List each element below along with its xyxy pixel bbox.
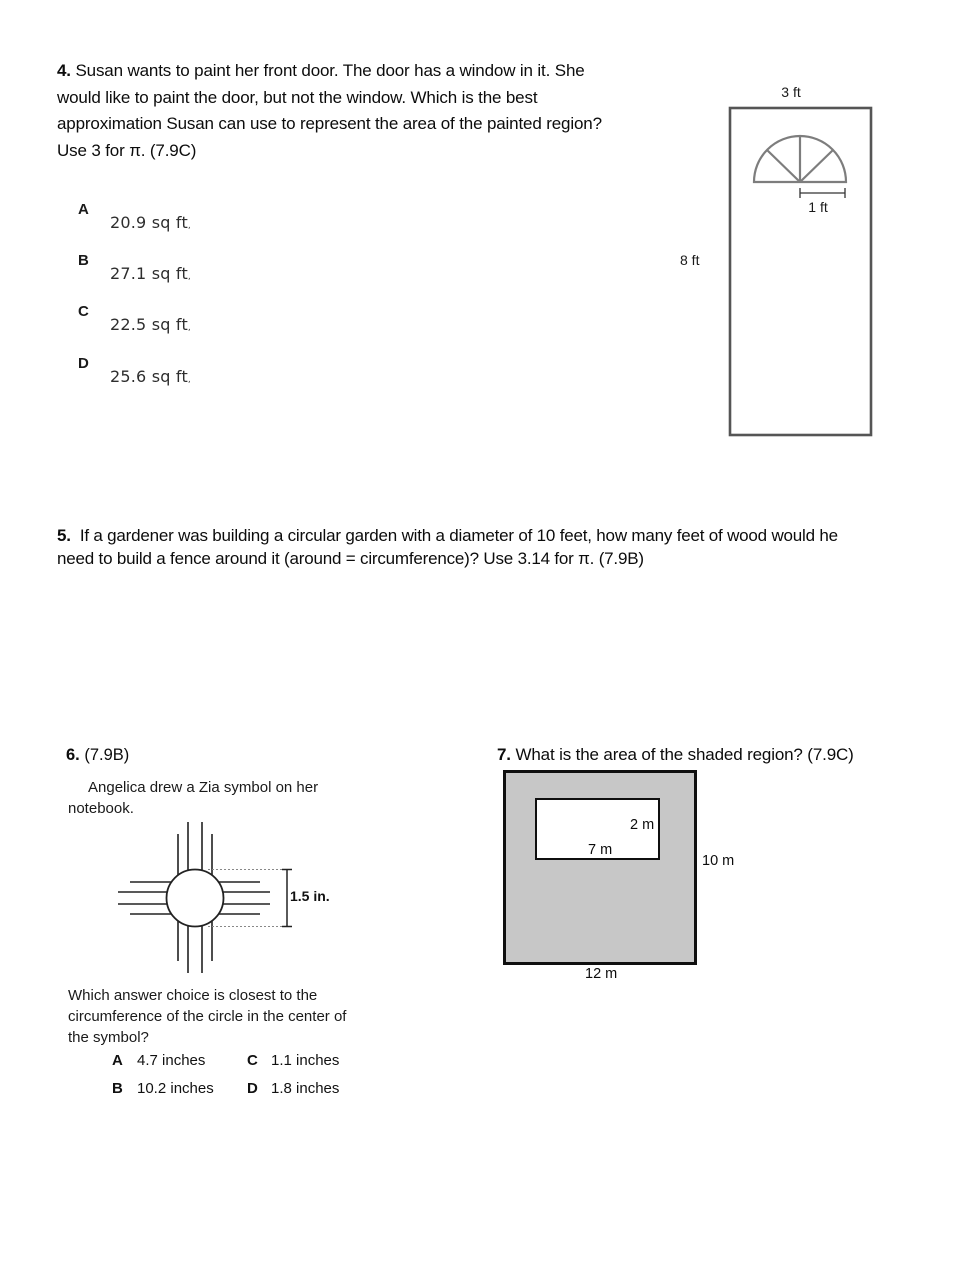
q4-line-1 — [57, 58, 602, 85]
door-window-spoke-left — [767, 150, 800, 182]
q4-choice-d-value — [110, 367, 191, 386]
q6-choice-c-value: 1.1 inches — [271, 1052, 340, 1069]
q4-choice-d — [78, 355, 278, 401]
q6-choice-b-value: 10.2 inches — [137, 1080, 214, 1097]
q4-choice-d-value-text: 25.6 sq ft — [110, 367, 188, 386]
q4-choice-d-suffix: , — [187, 375, 191, 385]
q4-choice-a-letter: A — [78, 201, 89, 218]
q4-line-3: approximation Susan can use to represent the area of the painted region? — [57, 114, 602, 133]
q6-choice-d-value: 1.8 inches — [271, 1080, 340, 1097]
q5-line-1-text: If a gardener was building a circular garden with a diameter of 10 feet, how many feet of wood would he — [79, 526, 838, 545]
q4-text-block — [57, 58, 602, 164]
q6-intro-line-2: notebook. — [68, 800, 134, 817]
q4-choice-d-letter: D — [78, 355, 89, 372]
zia-symbol-diagram — [108, 818, 303, 980]
q6-question-line-2: circumference of the circle in the center of — [68, 1008, 347, 1025]
q4-choice-b-suffix: , — [187, 272, 191, 282]
q7-title: What is the area of the shaded region? (7.9C) — [515, 745, 854, 764]
door-window-spoke-right — [800, 150, 833, 182]
q4-choice-b-value — [110, 264, 191, 283]
q7-inner-width-label: 7 m — [588, 842, 613, 858]
door-height-label: 8 ft — [680, 252, 700, 268]
q6-choice-d-letter: D — [247, 1080, 258, 1097]
q5-number: 5. — [57, 526, 71, 545]
q4-choice-c-letter: C — [78, 303, 89, 320]
q4-choice-b-letter: B — [78, 252, 89, 269]
q7-inner-height-label: 2 m — [630, 817, 655, 833]
q4-number: 4. — [57, 61, 71, 80]
q6-number: 6. — [66, 746, 80, 764]
q6-standard: (7.9B) — [84, 746, 130, 764]
q4-choice-b-value-text: 27.1 sq ft — [110, 264, 188, 283]
q4-line-4: Use 3 for π. (7.9C) — [57, 140, 197, 160]
q4-line-2: would like to paint the door, but not the window. Which is the best — [57, 87, 538, 107]
q4-choice-c-value-text: 22.5 sq ft — [110, 315, 188, 334]
q4-choice-a-value — [110, 213, 191, 232]
q7-number: 7. — [497, 745, 511, 764]
q4-choice-c-value — [110, 315, 191, 334]
q6-header — [66, 746, 129, 765]
door-window-radius-label: 1 ft — [808, 199, 828, 215]
q4-line-1-text: Susan wants to paint her front door. The door has a window in it. She — [75, 61, 585, 80]
q6-choice-a-value: 4.7 inches — [137, 1052, 206, 1069]
q5-line-2: need to build a fence around it (around = circumference)? Use 3.14 for π. (7.9B) — [57, 549, 644, 568]
q4-choice-a-suffix: , — [187, 221, 191, 231]
door-diagram — [726, 102, 878, 442]
q4-choice-b — [78, 252, 278, 298]
q6-choice-c-letter: C — [247, 1052, 258, 1069]
q6-choice-a-letter: A — [112, 1052, 123, 1069]
zia-center-circle — [167, 870, 224, 927]
q6-intro-line-1: Angelica drew a Zia symbol on her — [88, 779, 319, 796]
q6-question-line-1: Which answer choice is closest to the — [68, 987, 318, 1004]
q6-choice-b-letter: B — [112, 1080, 123, 1097]
q7-outer-width-label: 12 m — [585, 966, 618, 982]
q4-choice-c-suffix: , — [187, 323, 191, 333]
q5-line-1 — [57, 524, 838, 548]
door-width-label: 3 ft — [781, 84, 801, 100]
q4-choice-c — [78, 303, 278, 349]
q4-choice-a — [78, 201, 278, 247]
q6-question-line-3: the symbol? — [68, 1029, 149, 1046]
zia-diameter-label: 1.5 in. — [290, 888, 330, 904]
q7-header — [497, 745, 854, 765]
q4-choice-a-value-text: 20.9 sq ft — [110, 213, 188, 232]
q7-outer-height-label: 10 m — [702, 853, 735, 869]
